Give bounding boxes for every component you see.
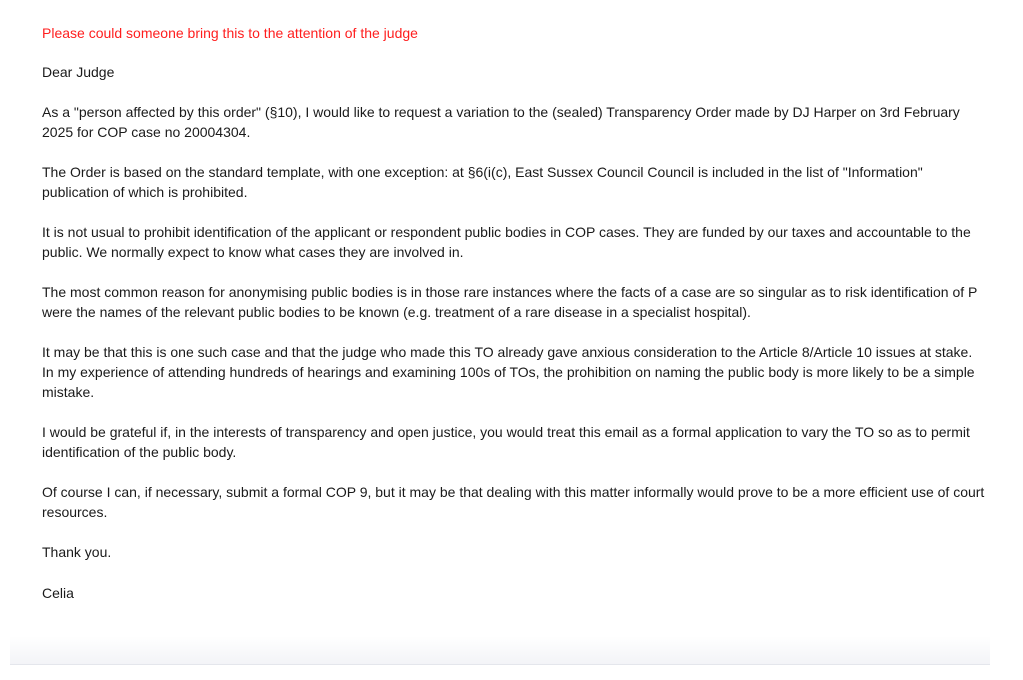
paragraph-request: As a "person affected by this order" (§10), I would like to request a variation to the (sealed) Transparency Order made by DJ Harper on 3rd February 2025 for COP case no 20004304. (42, 104, 960, 140)
urgent-note: Please could someone bring this to the attention of the judge (42, 25, 418, 41)
signature: Celia (42, 585, 74, 601)
greeting: Dear Judge (42, 64, 115, 80)
paragraph-anonymising-reason: The most common reason for anonymising public bodies is in those rare instances where the facts of a case are so singular as to risk identification of P were the names of the relevant public bodies to be known (e.g. treatment of a rare disease in a specialist hospital). (42, 284, 978, 320)
bottom-fade (10, 636, 990, 665)
paragraph-public-bodies: It is not usual to prohibit identification of the applicant or respondent public bodies in COP cases. They are funded by our taxes and accountable to the public. We normally expect to know what cases they are involved in. (42, 224, 971, 260)
paragraph-exception: The Order is based on the standard template, with one exception: at §6(i(c), East Sussex Council Council is included in the list of "Information" publication of which is prohibited. (42, 164, 923, 200)
paragraph-cop9: Of course I can, if necessary, submit a formal COP 9, but it may be that dealing with this matter informally would prove to be a more efficient use of court resources. (42, 484, 985, 520)
email-body (42, 23, 987, 623)
paragraph-possible-mistake: It may be that this is one such case and that the judge who made this TO already gave anxious consideration to the Article 8/Article 10 issues at stake. In my experience of attending hundreds of hearings and examining 100s of TOs, the prohibition on naming the public body is more likely to be a simple mistake. (42, 344, 975, 400)
paragraph-formal-application: I would be grateful if, in the interests of transparency and open justice, you would treat this email as a formal application to vary the TO so as to permit identification of the public body. (42, 424, 970, 460)
closing: Thank you. (42, 544, 112, 560)
